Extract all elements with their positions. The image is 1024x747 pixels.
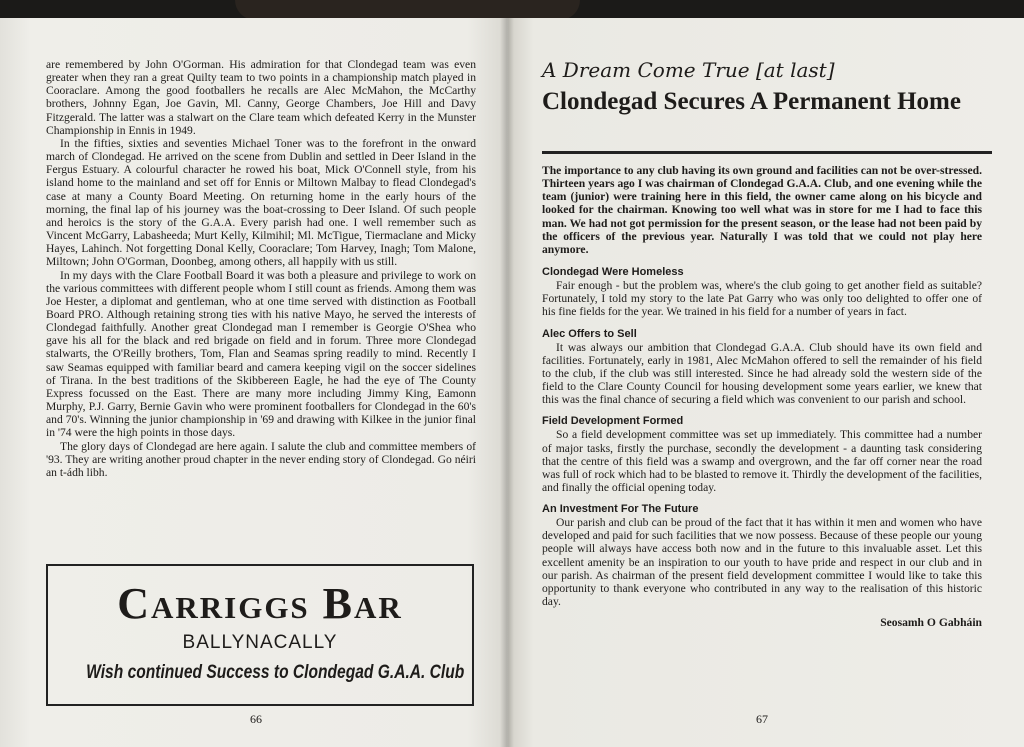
section-text: It was always our ambition that Clondegad G.A.A. Club should have its own field and facilities. Fortunately, early in 1981, Alec McMahon offered to sell the remainder of his field to the club, if the club was still interested. Since he had already sold the western side of the field to the Clare County Council for housing development some years earlier, we knew that this was the final chance of securing a field which was convenient to our parish and school. [542,340,982,407]
paragraph: are remembered by John O'Gorman. His admiration for that Clondegad team was even greater when they ran a great Quilty team to two points in a championship match played in Cooraclare. Among the good footballers he recalls are Alec McMahon, the McCarthy brothers, Johnny Egan, Joe Gavin, Ml. Canny, George Chambers, Joe Hill and Davy Fitzgerald. The latter was a stalwart on the Clare team which defeated Kerry in the Munster Championship in Ennis in 1949. [46,58,476,137]
paragraph: In my days with the Clare Football Board it was both a pleasure and privilege to work on the various committees with different people whom I still count as friends. Among them was Joe Hester, a diplomat and gentleman, who at one time served with distinction as Football Board PRO. Although retaining strong ties with his native Mayo, he served the interests of Clondegad faithfully. Another great Clondegad man I remember is Georgie O'Shea who gave his all for the black and red brigade on field and in forum. Three more Clondegad stalwarts, the O'Reilly brothers, Tom, Flan and Seamas spring readily to mind. Recently I saw Seamas equipped with familiar beard and camera keeping vigil on the soccer sidelines of Tirana. In the best traditions of the Skibbereen Eagle, he had the eye of The County Express focussed on the East. There are many more including Jimmy King, Eamonn Murphy, P.J. Garry, Bernie Gavin who were prominent footballers for Clondegad in the 60's and 70's. Winning the junior championship in '69 and drawing with Kilkee in the junior final in '74 were the high points in those days. [46,268,476,440]
paragraph: In the fifties, sixties and seventies Michael Toner was to the forefront in the onward march of Clondegad. He arrived on the scene from Dublin and settled in Deer Island in the Fergus Estuary. A colourful character he rowed his boat, Mick O'Connell style, from his island home to the mainland and set off for Ennis or Miltown Malbay to flead Clondegad's case at many a County Board Meeting. On returning home in the early hours of the morning, the final lap of his journey was the boat-crossing to Deer Island. Of such people and heroics is the story of the G.A.A. Every parish had one. I well remember such as Vincent McGarry, Labasheeda; Murt Kelly, Kilmihil; Ml. McTigue, Tiermaclane and Micky Hayes, Lahinch. Not forgetting Donal Kelly, Cooraclare; Tom Harvey, Inagh; Tom Malone, Miltown; John O'Gorman, Doonbeg, among others, all happily with us still. [46,136,476,269]
section-heading: An Investment For The Future [542,503,699,516]
section-field-development [542,414,982,494]
binding-shadow [235,0,580,20]
right-page [508,18,1024,747]
article-continuation [46,58,476,479]
page-number-right: 67 [756,712,768,726]
author-signature: Seosamh O Gabháin [880,616,982,630]
title-rule [542,151,992,154]
advert-location: BALLYNACALLY [182,632,338,653]
section-investment [542,502,982,608]
section-text: So a field development committee was set up immediately. This committee had a number of major tasks, firstly the purchase, secondly the development - a daunting task considering that the centre of this field was a swamp and overgrown, and the far off corner near the road was full of rock which had to be blasted to remove it. Thirdly the development of the facilities, and finally the official opening today. [542,428,982,494]
section-heading: Alec Offers to Sell [542,327,637,340]
section-text: Fair enough - but the problem was, where's the club going to get another field as suitable? Fortunately, I told my story to the late Pat Garry who was only too delighted to offer one of his fine fields for the year. We trained in his field for a number of years in fact. [542,279,982,319]
article-body [542,164,982,629]
section-text: Our parish and club can be proud of the fact that it has within it men and women who have developed and paid for such facilities that we now possess. Because of these people our young people will always have access both now and in the future to this invaluable asset. Let this excellent amenity be an inspiration to our youth to have pride and respect in our club and in our parish. As chairman of the present field development committee I would like to take this opportunity to thank everyone who contributed in any way to the realisation of this historic day. [542,516,982,609]
page-gutter [500,18,514,747]
page-number-left: 66 [250,712,262,726]
left-page [0,18,508,747]
paragraph: The glory days of Clondegad are here again. I salute the club and committee members of '93. They are writing another proud chapter in the never ending story of Clondegad. Go néiri an t-ádh libh. [46,439,476,479]
advert-title: Carriggs Bar [117,579,403,628]
section-offers-to-sell [542,327,982,407]
script-heading: A Dream Come True [at last] [542,58,835,82]
advert-wish: Wish continued Success to Clondegad G.A.A. Club [86,662,465,683]
article-intro: The importance to any club having its own ground and facilities can not be over-stressed. Thirteen years ago I was chairman of Clondegad G.A.A. Club, and one evening while the team (junior) were training here in this field, the owner came along on his bicycle and looked for the chairman. Knowing too well what was in store for me I had to face this man. We had not got permission for the present season, or the lease had not been paid by the officers of the previous year. Naturally I was told that we could not play here anymore. [542,164,982,256]
article-title: Clondegad Secures A Permanent Home [542,88,961,115]
carriggs-bar-advert [46,564,474,706]
section-heading: Clondegad Were Homeless [542,266,684,279]
section-homeless [542,265,982,318]
section-heading: Field Development Formed [542,415,684,428]
